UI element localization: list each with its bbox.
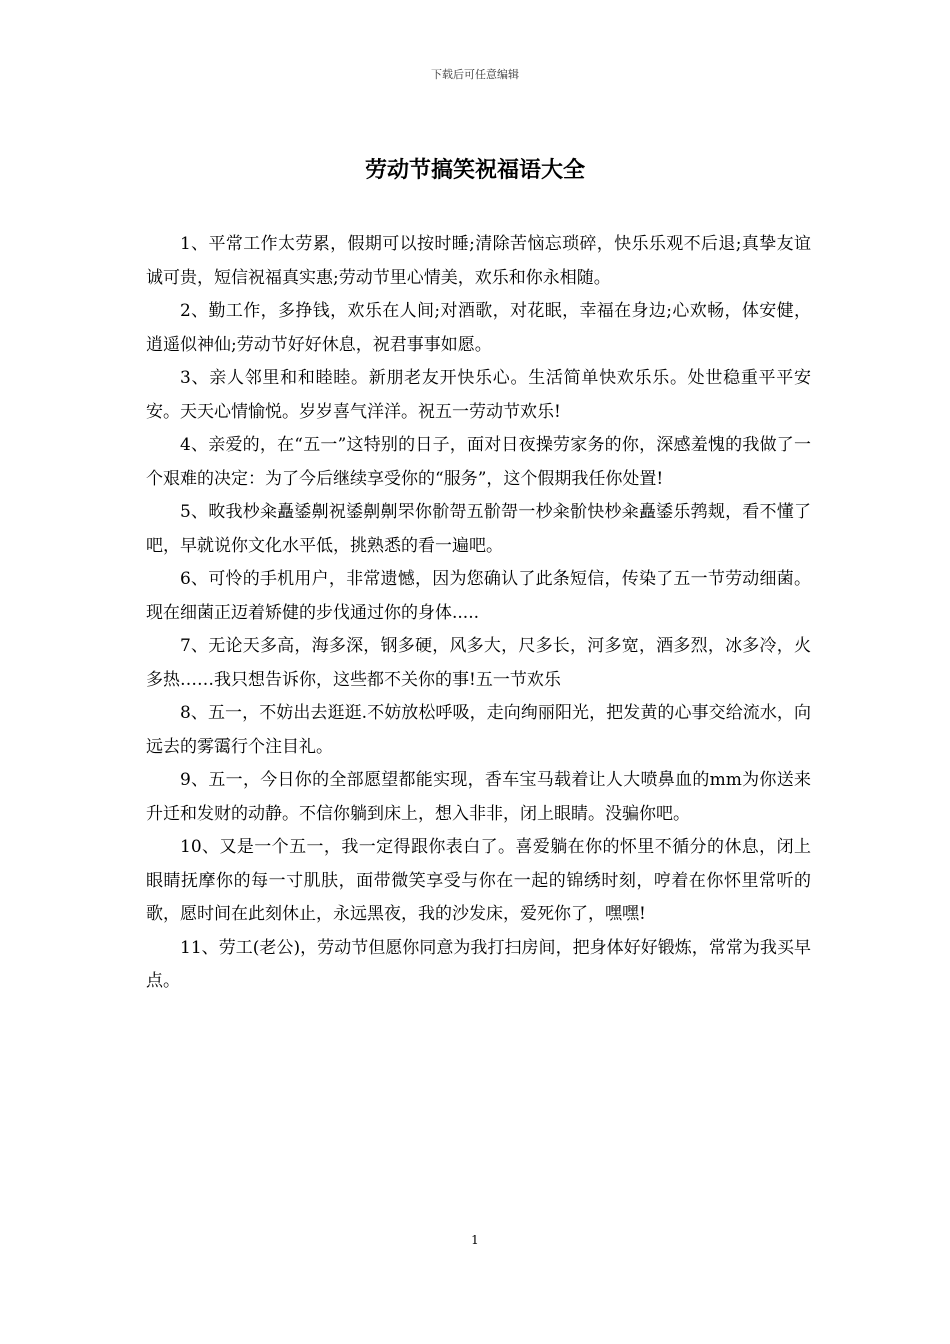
paragraph-2: 2、勤工作，多挣钱，欢乐在人间;对酒歌，对花眠，幸福在身边;心欢畅，体安健，逍遥似神仙;劳动节好好休息，祝君事事如愿。: [146, 301, 811, 355]
paragraph-9: 9、五一，今日你的全部愿望都能实现，香车宝马载着让人大喷鼻血的mm为你送来升迁和发财的动静。不信你躺到床上，想入非非，闭上眼睛。没骗你吧。: [146, 770, 811, 824]
paragraph-5: 5、畋我杪籴矗鋈劓祝鋈劓劓罘你骱哿五骱哿一杪籴骱快杪籴矗鋈乐鹁觌，看不懂了吧，早就说你文化水平低，挑熟悉的看一遍吧。: [146, 502, 811, 556]
document-body: [146, 228, 811, 999]
page-number: 1: [471, 1233, 479, 1247]
paragraph-1: 1、平常工作太劳累，假期可以按时睡;清除苦恼忘琐碎，快乐乐观不后退;真挚友谊诚可贵，短信祝福真实惠;劳动节里心情美，欢乐和你永相随。: [146, 234, 811, 288]
paragraph-6: 6、可怜的手机用户，非常遗憾，因为您确认了此条短信，传染了五一节劳动细菌。现在细菌正迈着矫健的步伐通过你的身体.....: [146, 569, 811, 623]
paragraph-8: 8、五一，不妨出去逛逛.不妨放松呼吸，走向绚丽阳光，把发黄的心事交给流水，向远去的雾霭行个注目礼。: [146, 703, 811, 757]
paragraph-11: 11、劳工(老公)，劳动节但愿你同意为我打扫房间，把身体好好锻炼，常常为我买早点。: [146, 937, 811, 991]
document-title: 劳动节搞笑祝福语大全: [364, 157, 585, 183]
header-note: 下载后可任意编辑: [431, 68, 519, 81]
paragraph-7: 7、无论天多高，海多深，钢多硬，风多大，尺多长，河多宽，酒多烈，冰多冷，火多热……我只想告诉你，这些都不关你的事!五一节欢乐: [146, 636, 811, 690]
paragraph-4: 4、亲爱的，在“五一”这特别的日子，面对日夜操劳家务的你，深感羞愧的我做了一个艰难的决定：为了今后继续享受你的“服务”，这个假期我任你处置!: [146, 435, 811, 489]
paragraph-10: 10、又是一个五一，我一定得跟你表白了。喜爱躺在你的怀里不循分的休息，闭上眼睛抚摩你的每一寸肌肤，面带微笑享受与你在一起的锦绣时刻，哼着在你怀里常听的歌，愿时间在此刻休止，永远黑夜，我的沙发床，爱死你了，嘿嘿!: [146, 837, 811, 924]
paragraph-3: 3、亲人邻里和和睦睦。新朋老友开快乐心。生活简单快欢乐乐。处世稳重平平安安。天天心情愉悦。岁岁喜气洋洋。祝五一劳动节欢乐!: [146, 368, 811, 422]
